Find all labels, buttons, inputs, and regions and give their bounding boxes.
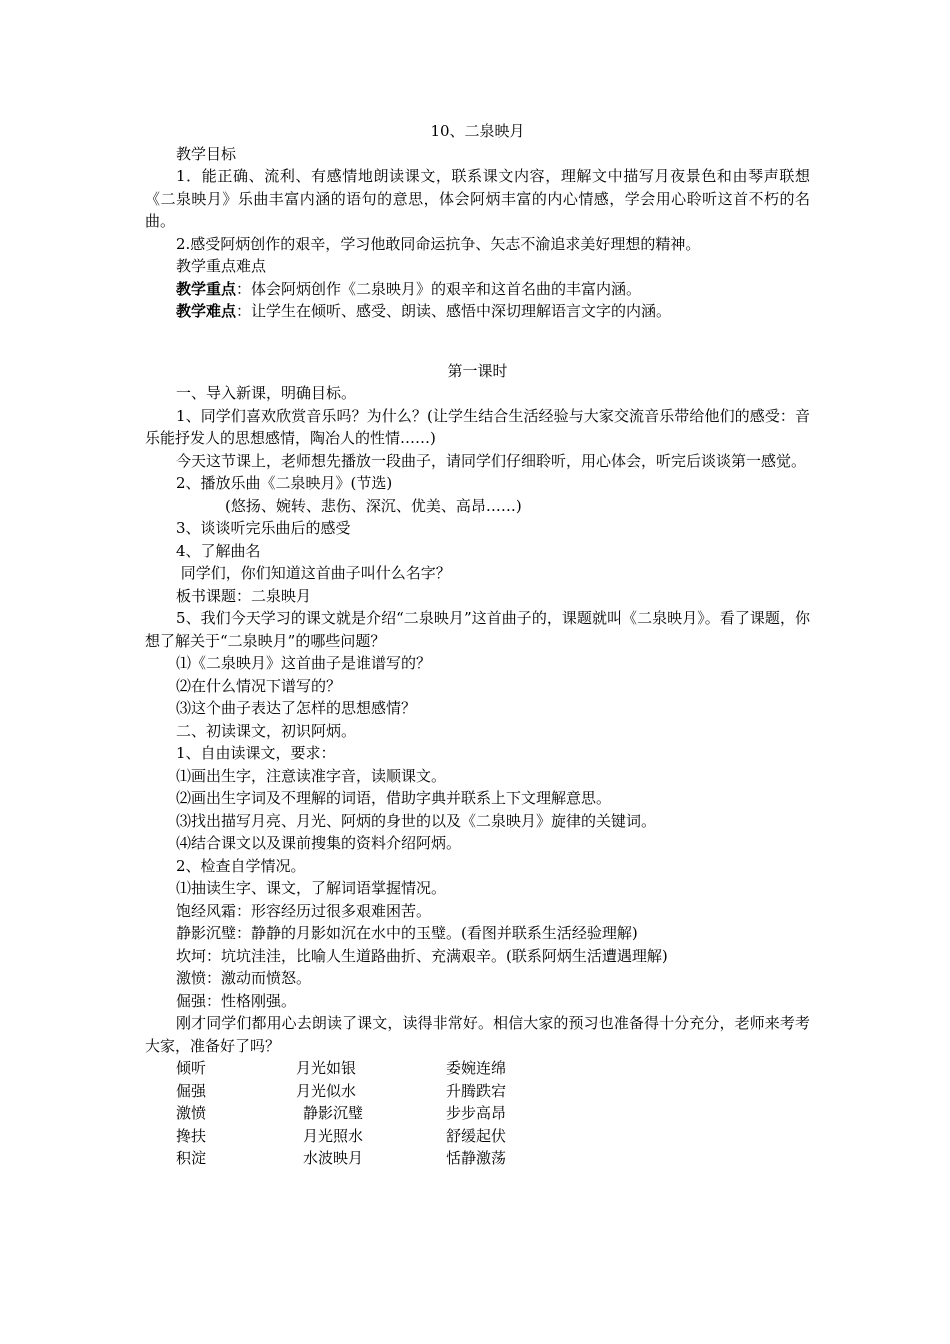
word-explanation: 倔强：性格刚强。 <box>176 991 297 1010</box>
check-1: ⑴抽读生字、课文，了解词语掌握情况。 <box>176 879 447 897</box>
vocab-row <box>145 1102 810 1125</box>
vocab-word: 搀扶 <box>176 1126 207 1145</box>
vocab-word: 升腾跌宕 <box>446 1081 507 1100</box>
section-1-item-4-question: 同学们，你们知道这首曲子叫什么名字？ <box>176 564 451 582</box>
key-point-label: 教学重点 <box>176 279 237 298</box>
vocab-word: 月光如银 <box>296 1059 357 1077</box>
requirement-2: ⑵画出生字词及不理解的词语，借助字典并联系上下文理解意思。 <box>176 789 612 807</box>
vocab-word: 步步高昂 <box>446 1104 507 1122</box>
question-2: ⑵在什么情况下谱写的？ <box>176 676 342 695</box>
section-1-item-5: 5、我们今天学习的课文就是介绍“二泉映月”这首曲子的，课题就叫《二泉映月》。看了课题，你想了解关于“二泉映月”的哪些问题？ <box>145 609 810 650</box>
document-page <box>145 120 810 1170</box>
question-3: ⑶这个曲子表达了怎样的思想感情？ <box>176 699 417 717</box>
key-difficult-heading: 教学重点难点 <box>176 257 267 275</box>
vocab-word: 激愤 <box>176 1104 207 1122</box>
vocab-word: 倔强 <box>176 1081 207 1100</box>
difficult-point-text: ：让学生在倾听、感受、朗读、感悟中深切理解语言文字的内涵。 <box>236 302 672 320</box>
section-1-item-1-text: 今天这节课上，老师想先播放一段曲子，请同学们仔细聆听，用心体会，听完后谈谈第一感觉。 <box>176 451 807 470</box>
section-1-item-4: 4、了解曲名 <box>176 541 261 560</box>
vocab-row <box>145 1057 810 1080</box>
objective-1: 1．能正确、流利、有感情地朗读课文，联系课文内容，理解文中描写月夜景色和由琴声联想《二泉映月》乐曲丰富内涵的语句的意思，体会阿炳丰富的内心情感，学会用心聆听这首不朽的名曲。 <box>145 167 810 230</box>
vocab-word: 倾听 <box>176 1059 207 1077</box>
key-point-text: ：体会阿炳创作《二泉映月》的艰辛和这首名曲的丰富内涵。 <box>236 279 642 298</box>
difficult-point <box>145 300 810 323</box>
section-1-item-2-note: (悠扬、婉转、悲伤、深沉、优美、高昂……) <box>225 496 522 515</box>
section-1-heading: 一、导入新课，明确目标。 <box>176 384 357 402</box>
word-explanation: 饱经风霜：形容经历过很多艰难困苦。 <box>176 901 432 920</box>
requirement-3: ⑶找出描写月亮、月光、阿炳的身世的以及《二泉映月》旋律的关键词。 <box>176 811 657 830</box>
vocab-row <box>145 1125 810 1148</box>
vocab-word: 舒缓起伏 <box>446 1126 507 1145</box>
word-explanation: 激愤：激动而愤怒。 <box>176 969 312 987</box>
lesson-title: 第一课时 <box>447 361 508 380</box>
objective-2: 2.感受阿炳创作的艰辛，学习他敢同命运抗争、矢志不渝追求美好理想的精神。 <box>176 234 701 253</box>
section-1-item-2: 2、播放乐曲《二泉映月》(节选) <box>176 474 393 492</box>
section-2-heading: 二、初读课文，初识阿炳。 <box>176 721 357 740</box>
vocab-word: 恬静激荡 <box>446 1149 507 1167</box>
section-2-item-2: 2、检查自学情况。 <box>176 856 306 875</box>
word-explanation: 坎坷：坑坑洼洼，比喻人生道路曲折、充满艰辛。(联系阿炳生活遭遇理解) <box>176 946 668 965</box>
section-2-item-1: 1、自由读课文，要求： <box>176 744 336 762</box>
closing-paragraph: 刚才同学们都用心去朗读了课文，读得非常好。相信大家的预习也准备得十分充分，老师来考考大家，准备好了吗？ <box>145 1014 810 1055</box>
word-explanation: 静影沉璧：静静的月影如沉在水中的玉璧。(看图并联系生活经验理解) <box>176 924 638 942</box>
vocab-table <box>145 1057 810 1170</box>
requirement-1: ⑴画出生字，注意读准字音，读顺课文。 <box>176 766 447 785</box>
difficult-point-label: 教学难点 <box>176 302 237 320</box>
objectives-heading: 教学目标 <box>176 144 237 163</box>
section-1-item-1: 1、同学们喜欢欣赏音乐吗？为什么？(让学生结合生活经验与大家交流音乐带给他们的感受：音乐能抒发人的思想感情，陶冶人的性情……) <box>145 406 810 447</box>
vocab-word: 积淀 <box>176 1149 207 1167</box>
document-title: 10、二泉映月 <box>430 122 525 140</box>
vocab-word: 月光似水 <box>296 1081 357 1100</box>
vocab-word: 静影沉璧 <box>303 1104 364 1122</box>
section-1-item-4-board: 板书课题：二泉映月 <box>176 586 312 605</box>
vocab-word: 水波映月 <box>303 1149 364 1167</box>
vocab-word: 月光照水 <box>303 1126 364 1145</box>
requirement-4: ⑷结合课文以及课前搜集的资料介绍阿炳。 <box>176 834 462 852</box>
vocab-row <box>145 1080 810 1103</box>
question-1: ⑴《二泉映月》这首曲子是谁谱写的？ <box>176 654 432 672</box>
key-point <box>145 278 810 301</box>
vocab-word: 委婉连绵 <box>446 1059 507 1077</box>
vocab-row <box>145 1147 810 1170</box>
section-1-item-3: 3、谈谈听完乐曲后的感受 <box>176 519 351 537</box>
